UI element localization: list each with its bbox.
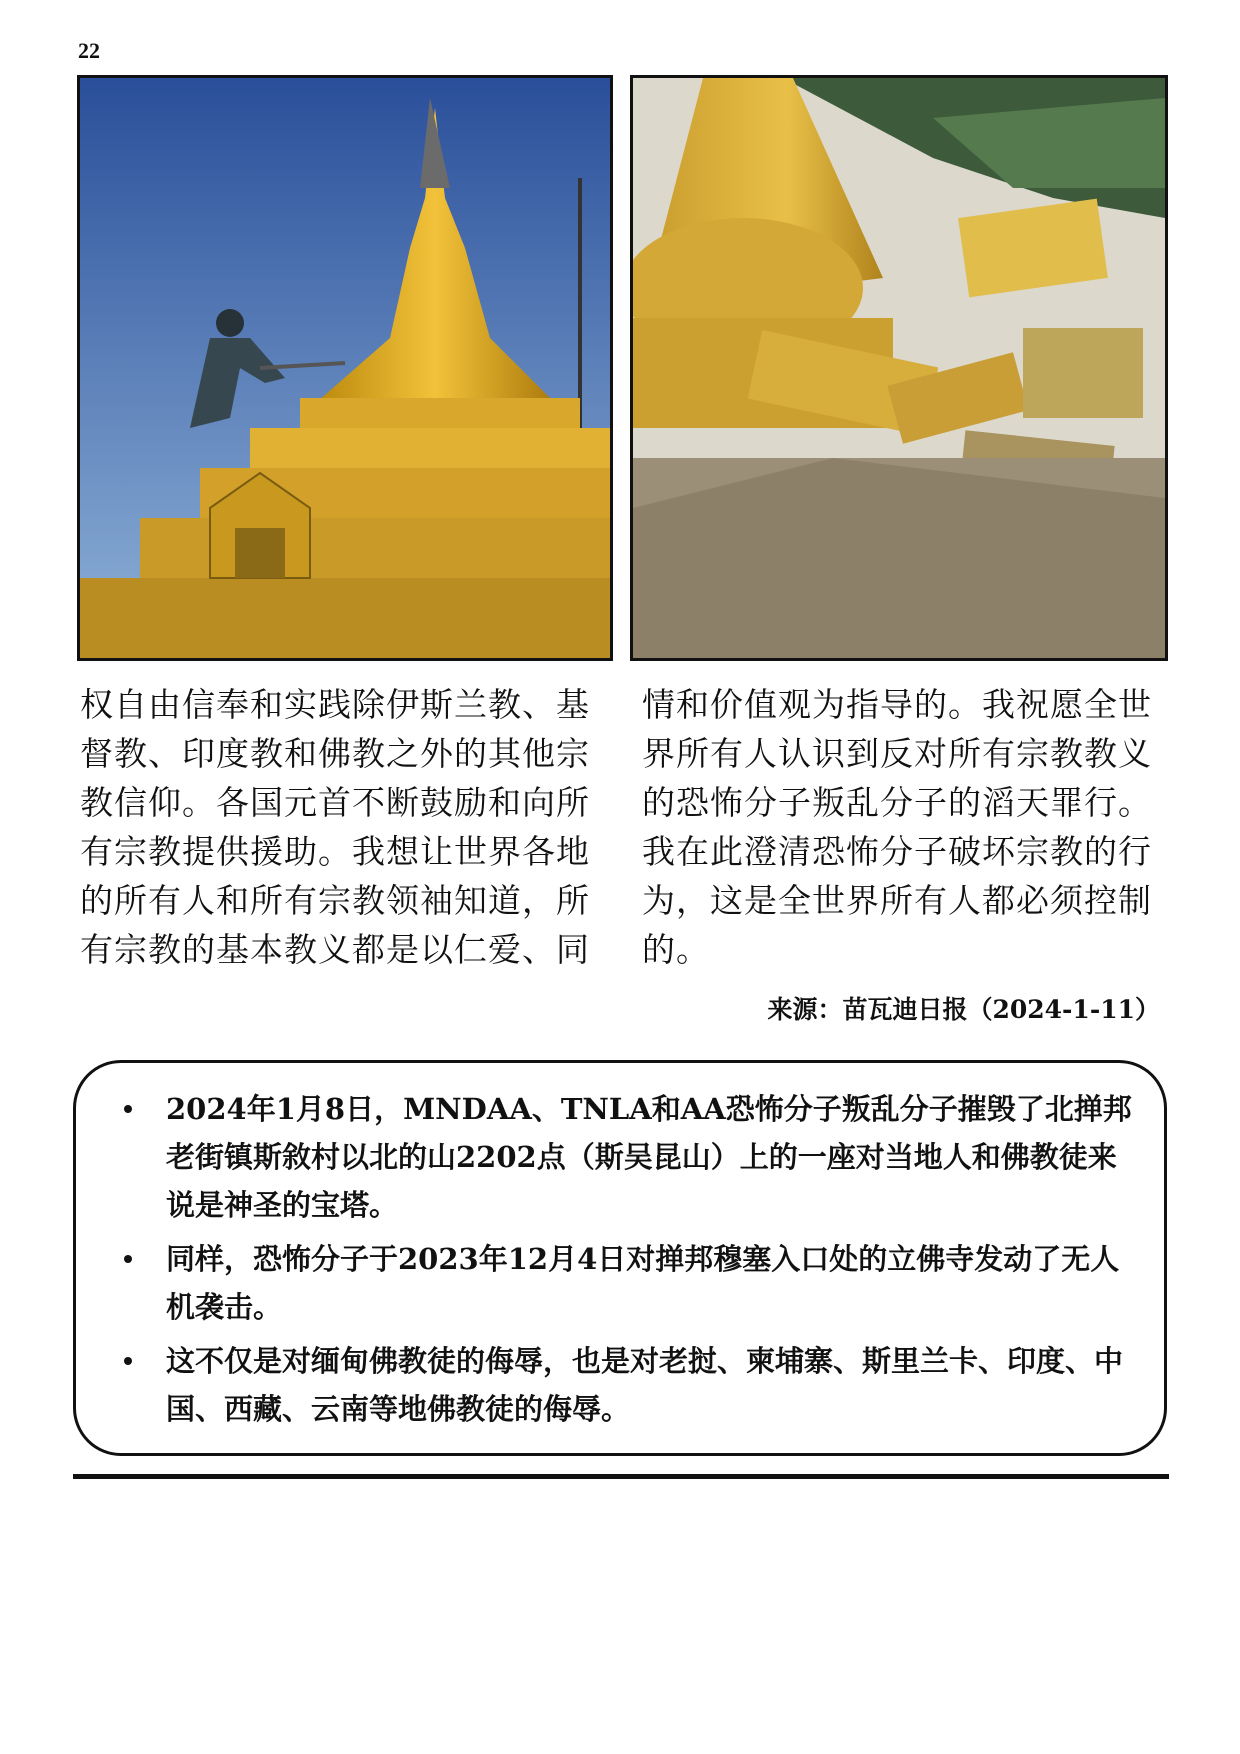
notice-list <box>76 1063 1164 1433</box>
article-column-left: 权自由信奉和实践除伊斯兰教、基督教、印度教和佛教之外的其他宗教信仰。各国元首不断鼓励和向所有宗教提供援助。我想让世界各地的所有人和所有宗教领袖知道，所有宗教的基本教义都是以仁爱、同 <box>80 685 590 969</box>
bottom-rule <box>73 1474 1169 1479</box>
destroyed-pagoda-illustration <box>633 78 1165 658</box>
destroyed-pagoda-photo <box>630 75 1168 661</box>
bullet-icon <box>124 1105 132 1113</box>
notice-item <box>106 1337 1134 1433</box>
pagoda-demolition-photo <box>77 75 613 661</box>
notice-item <box>106 1085 1134 1229</box>
notice-item-text: 这不仅是对缅甸佛教徒的侮辱，也是对老挝、柬埔寨、斯里兰卡、印度、中国、西藏、云南等地佛教徒的侮辱。 <box>166 1344 1124 1426</box>
page-number: 22 <box>78 38 100 63</box>
notice-box <box>73 1060 1167 1456</box>
notice-item-text: 2024年1月8日，MNDAA、TNLA和AA恐怖分子叛乱分子摧毁了北掸邦老街镇斯敘村以北的山2202点（斯吴昆山）上的一座对当地人和佛教徒来说是神圣的宝塔。 <box>166 1092 1132 1222</box>
notice-item <box>106 1235 1134 1331</box>
bullet-icon <box>124 1357 132 1365</box>
article-source: 来源：苗瓦迪日报（2024-1-11） <box>767 995 1160 1024</box>
article-column-right: 情和价值观为指导的。我祝愿全世界所有人认识到反对所有宗教教义的恐怖分子叛乱分子的滔天罪行。我在此澄清恐怖分子破坏宗教的行为，这是全世界所有人都必须控制的。 <box>642 685 1152 969</box>
bullet-icon <box>124 1255 132 1263</box>
notice-item-text: 同样，恐怖分子于2023年12月4日对掸邦穆塞入口处的立佛寺发动了无人机袭击。 <box>166 1242 1120 1324</box>
pagoda-demolition-illustration <box>80 78 610 658</box>
